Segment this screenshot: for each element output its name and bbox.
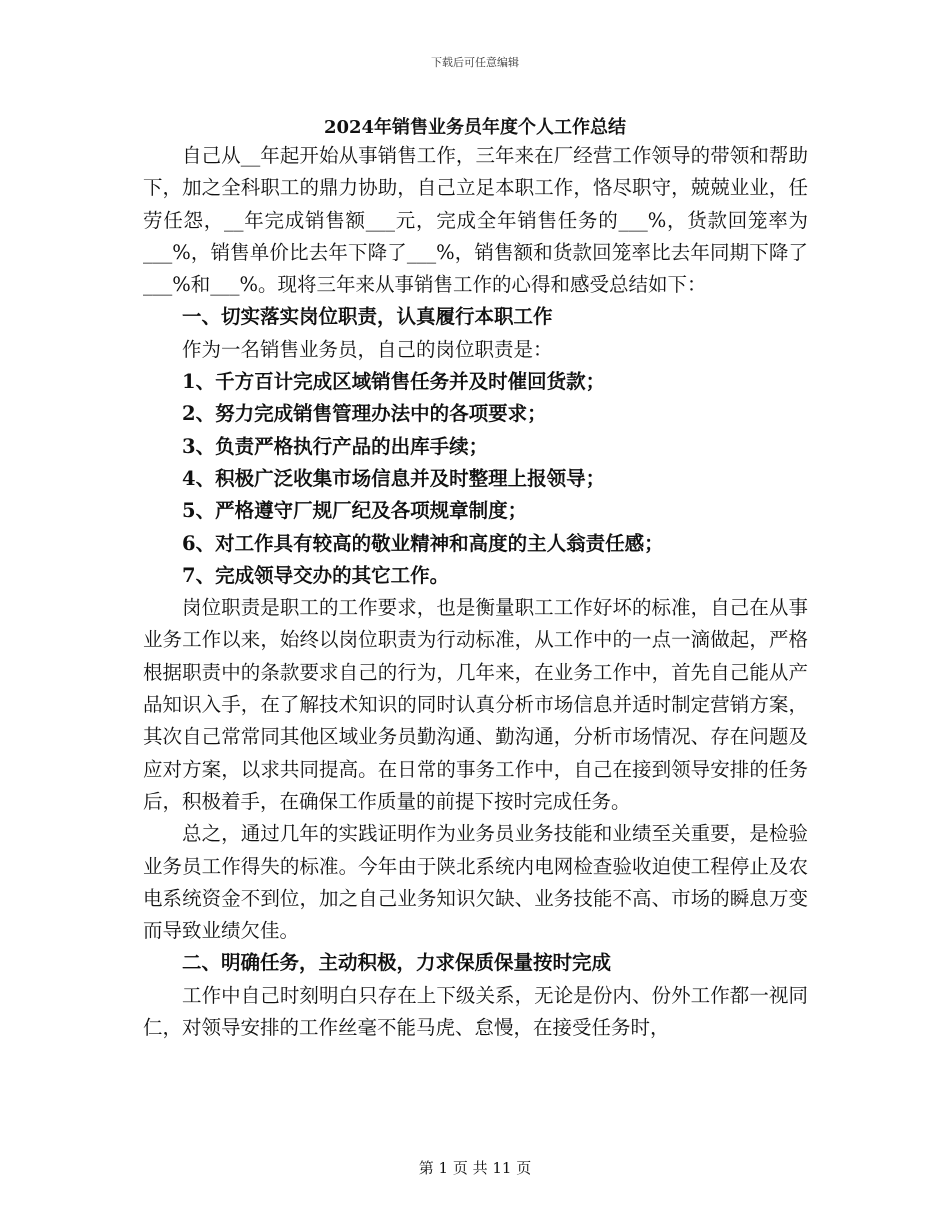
section-1-lead: 作为一名销售业务员，自己的岗位职责是： [182,337,553,361]
document-body [143,140,808,1044]
section-2-paragraph: 工作中自己时刻明白只存在上下级关系，无论是份内、份外工作都一视同仁，对领导安排的工作丝毫不能马虎、怠慢，在接受任务时， [143,983,808,1040]
document-title: 2024年销售业务员年度个人工作总结 [323,117,627,138]
section-1-heading: 一、切实落实岗位职责，认真履行本职工作 [182,305,553,329]
section-1-paragraph: 岗位职责是职工的工作要求，也是衡量职工工作好坏的标准，自己在从事业务工作以来，始终以岗位职责为行动标准，从工作中的一点一滴做起，严格根据职责中的条款要求自己的行为，几年来，在业务工作中，首先自己能从产品知识入手，在了解技术知识的同时认真分析市场信息并适时制定营销方案，其次自己常常同其他区域业务员勤沟通、勤沟通，分析市场情况、存在问题及应对方案，以求共同提高。在日常的事务工作中，自己在接到领导安排的任务后，积极着手，在确保工作质量的前提下按时完成任务。 [143,596,808,813]
duty-item: 1、千方百计完成区域销售任务并及时催回货款； [182,370,606,394]
intro-paragraph: 自己从__年起开始从事销售工作，三年来在厂经营工作领导的带领和帮助下，加之全科职工的鼎力协助，自己立足本职工作，恪尽职守，兢兢业业，任劳任怨，__年完成销售额___元，完成全年销售任务的___%，货款回笼率为___%，销售单价比去年下降了___%，销售额和货款回笼率比去年同期下降了___%和___%。现将三年来从事销售工作的心得和感受总结如下： [143,144,808,297]
duty-item: 5、严格遵守厂规厂纪及各项规章制度； [182,499,528,523]
duty-item: 2、努力完成销售管理办法中的各项要求； [182,402,547,426]
page-number: 第 1 页 共 11 页 [418,1159,532,1177]
section-2-heading: 二、明确任务，主动积极，力求保质保量按时完成 [182,951,612,975]
duty-item: 3、负责严格执行产品的出库手续； [182,434,489,458]
section-1-summary-paragraph: 总之，通过几年的实践证明作为业务员业务技能和业绩至关重要，是检验业务员工作得失的标准。今年由于陕北系统内电网检查验收迫使工程停止及农电系统资金不到位，加之自己业务知识欠缺、业务技能不高、市场的瞬息万变而导致业绩欠佳。 [143,822,808,943]
duty-item: 4、积极广泛收集市场信息并及时整理上报领导； [182,466,606,490]
duty-item: 6、对工作具有较高的敬业精神和高度的主人翁责任感； [182,531,664,555]
duty-item: 7、完成领导交办的其它工作。 [182,563,450,587]
page-header-note: 下载后可任意编辑 [431,56,519,69]
